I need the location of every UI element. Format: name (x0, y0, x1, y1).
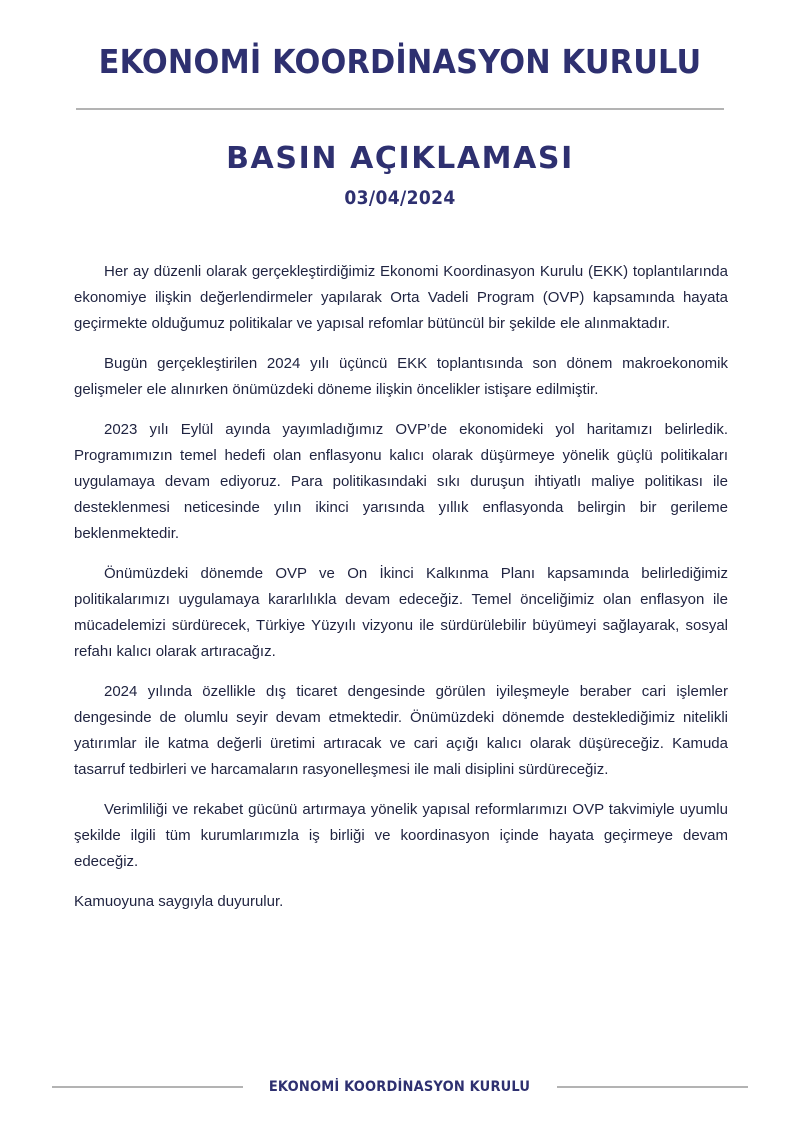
document-footer (0, 1079, 800, 1095)
body-paragraph: Her ay düzenli olarak gerçekleştirdiğimiz Ekonomi Koordinasyon Kurulu (EKK) toplantılarında ekonomiye ilişkin değerlendirmeler yapılarak Orta Vadeli Program (OVP) kapsamında hayata geçirmekte olduğumuz politikalar ve yapısal refomlar bütüncül bir şekilde ele alınmaktadır. (74, 262, 728, 332)
body-paragraph: Bugün gerçekleştirilen 2024 yılı üçüncü EKK toplantısında son dönem makroekonomik gelişmeler ele alınırken önümüzdeki döneme ilişkin öncelikler istişare edilmiştir. (74, 354, 728, 398)
publication-date: 03/04/2024 (344, 186, 456, 209)
body-paragraph: Verimliliği ve rekabet gücünü artırmaya yönelik yapısal reformlarımızı OVP takvimiyle uyumlu şekilde ilgili tüm kurumlarımızla iş birliği ve koordinasyon içinde hayata geçirmeye devam edeceğiz. (74, 800, 728, 870)
page-title: BASIN AÇIKLAMASI (226, 141, 574, 177)
organization-title: EKONOMİ KOORDİNASYON KURULU (98, 42, 702, 81)
document-body (74, 259, 728, 1131)
footer-rule-right (557, 1086, 748, 1088)
title-block (0, 142, 800, 209)
header-divider (76, 108, 724, 110)
body-paragraph: Önümüzdeki dönemde OVP ve On İkinci Kalkınma Planı kapsamında belirlediğimiz politikalarımızı uygulamaya kararlılıkla devam edeceğiz. Temel önceliğimiz olan enflasyon ile mücadelemizi sürdürecek, Türkiye Yüzyılı vizyonu ile sürdürülebilir büyümeyi sağlayarak, sosyal refahı kalıcı olarak artıracağız. (74, 564, 728, 660)
footer-organization: EKONOMİ KOORDİNASYON KURULU (269, 1079, 531, 1095)
body-paragraph: 2024 yılında özellikle dış ticaret dengesinde görülen iyileşmeyle beraber cari işlemler dengesinde de olumlu seyir devam etmektedir. Önümüzdeki dönemde desteklediğimiz nitelikli yatırımlar ile katma değerli üretimi artıracak ve cari açığı kalıcı olarak düşüreceğiz. Kamuda tasarruf tedbirleri ve harcamaların rasyonelleşmesi ile mali disiplini sürdüreceğiz. (74, 682, 728, 778)
footer-rule-left (52, 1086, 243, 1088)
body-paragraph: 2023 yılı Eylül ayında yayımladığımız OVP’de ekonomideki yol haritamızı belirledik. Programımızın temel hedefi olan enflasyonu kalıcı olarak düşürmeye yönelik güçlü politikaları uygulamaya devam ediyoruz. Para politikasındaki sıkı duruşun ihtiyatlı maliye politikası ile desteklenmesi neticesinde yılın ikinci yarısında yıllık enflasyonda belirgin bir gerileme beklenmektedir. (74, 420, 728, 542)
document-masthead (0, 0, 800, 110)
closing-statement: Kamuoyuna saygıyla duyurulur. (74, 892, 284, 910)
